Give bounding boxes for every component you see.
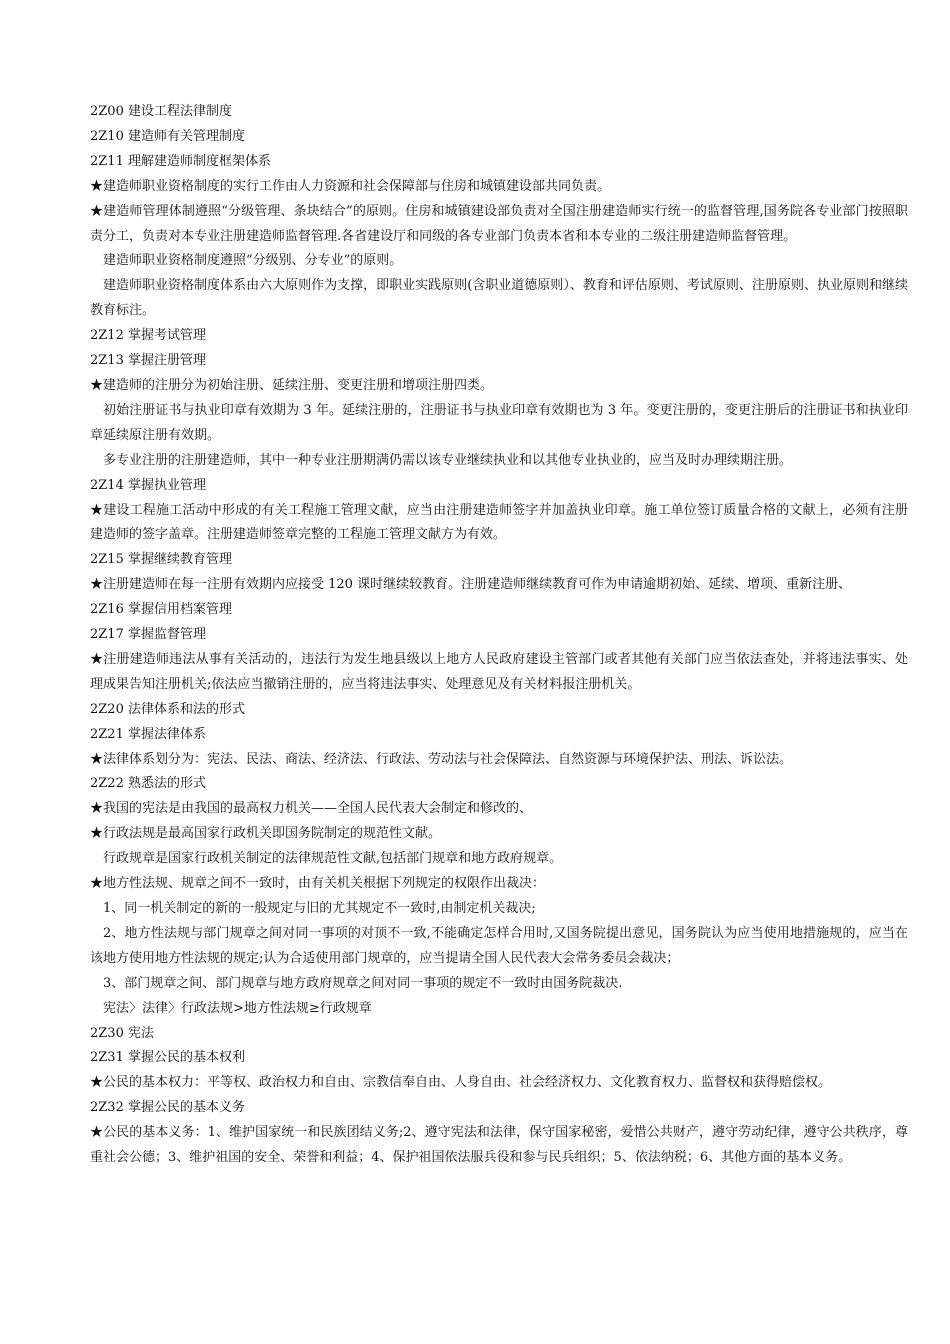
paragraph: ★地方性法规、规章之间不一致时，由有关机关根据下列规定的权限作出裁决： <box>90 876 546 892</box>
list-item: 1、同一机关制定的新的一般规定与旧的尤其规定不一致时,由制定机关裁决; <box>103 901 536 916</box>
paragraph: ★公民的基本权力：平等权、政治权力和自由、宗教信奉自由、人身自由、社会经济权力、文化教育权力、监督权和获得赔偿权。 <box>90 1075 832 1091</box>
paragraph: 宪法〉法律〉行政法规>地方性法规≥行政规章 <box>103 1000 372 1016</box>
heading-2z31: 2Z31 掌握公民的基本权利 <box>90 1050 245 1066</box>
paragraph: ★公民的基本义务：1、维护国家统一和民族团结义务;2、遵守宪法和法律，保守国家秘密，爱惜公共财产，遵守劳动纪律，遵守公共秩序，尊重社会公德；3、维护祖国的安全、荣誉和利益；4、保护祖国依法服兵役和参与民兵组织；5、依法纳税；6、其他方面的基本义务。 <box>90 1125 908 1166</box>
paragraph: ★行政法规是最高国家行政机关即国务院制定的规范性文献。 <box>90 826 442 842</box>
heading-2z30: 2Z30 宪法 <box>90 1025 154 1041</box>
paragraph: ★注册建造师在每一注册有效期内应接受 120 课时继续较教育。注册建造师继续教育可作为申请逾期初始、延续、增项、重新注册、 <box>90 577 852 593</box>
paragraph: 行政规章是国家行政机关制定的法律规范性文献,包括部门规章和地方政府规章。 <box>103 851 563 867</box>
heading-2z17: 2Z17 掌握监督管理 <box>90 627 206 643</box>
heading-2z11: 2Z11 理解建造师制度框架体系 <box>90 153 271 169</box>
paragraph: ★建造师的注册分为初始注册、延续注册、变更注册和增项注册四类。 <box>90 377 494 393</box>
list-item: 3、部门规章之间、部门规章与地方政府规章之间对同一事项的规定不一致时由国务院裁决. <box>103 975 623 991</box>
paragraph: ★法律体系划分为：宪法、民法、商法、经济法、行政法、劳动法与社会保障法、自然资源与环境保护法、刑法、诉讼法。 <box>90 751 793 767</box>
heading-2z16: 2Z16 掌握信用档案管理 <box>90 602 232 618</box>
paragraph: 建造师职业资格制度体系由六大原则作为支撑，即职业实践原则(含职业道德原则）、教育和评估原则、考试原则、注册原则、执业原则和继续教育标注。 <box>90 278 908 319</box>
document-body <box>90 100 908 1171</box>
list-item: 2、地方性法规与部门规章之间对同一事项的对顶不一致,不能确定怎样合用时,又国务院提出意见，国务院认为应当使用地措施规的，应当在该地方使用地方性法规的规定;认为合适使用部门规章的，应当提请全国人民代表大会常务委员会裁决； <box>90 925 908 966</box>
heading-2z21: 2Z21 掌握法律体系 <box>90 726 206 742</box>
paragraph: ★注册建造师违法从事有关活动的，违法行为发生地县级以上地方人民政府建设主管部门或者其他有关部门应当依法查处，并将违法事实、处理成果告知注册机关;依法应当撤销注册的，应当将违法事实、处理意见及有关材料报注册机关。 <box>90 651 908 692</box>
paragraph: ★我国的宪法是由我国的最高权力机关——全国人民代表大会制定和修改的、 <box>90 801 533 817</box>
heading-2z00: 2Z00 建设工程法律制度 <box>90 104 232 119</box>
paragraph: ★建设工程施工活动中形成的有关工程施工管理文献，应当由注册建造师签字并加盖执业印章。施工单位签订质量合格的文献上，必须有注册建造师的签字盖章。注册建造师签章完整的工程施工管理文献方为有效。 <box>90 502 908 543</box>
heading-2z22: 2Z22 熟悉法的形式 <box>90 776 206 792</box>
heading-2z13: 2Z13 掌握注册管理 <box>90 353 206 369</box>
paragraph: ★建造师管理体制遵照“分级管理、条块结合”的原则。住房和城镇建设部负责对全国注册建造师实行统一的监督管理,国务院各专业部门按照职责分工，负责对本专业注册建造师监督管理.各省建设厅和同级的各专业部门负责本省和本专业的二级注册建造师监督管理。 <box>90 203 908 244</box>
heading-2z10: 2Z10 建造师有关管理制度 <box>90 128 245 144</box>
heading-2z15: 2Z15 掌握继续教育管理 <box>90 552 232 568</box>
heading-2z20: 2Z20 法律体系和法的形式 <box>90 701 245 717</box>
heading-2z14: 2Z14 掌握执业管理 <box>90 477 206 493</box>
paragraph: ★建造师职业资格制度的实行工作由人力资源和社会保障部与住房和城镇建设部共同负责。 <box>90 178 611 194</box>
heading-2z32: 2Z32 掌握公民的基本义务 <box>90 1100 245 1116</box>
paragraph: 建造师职业资格制度遵照“分级别、分专业”的原则。 <box>103 253 403 269</box>
paragraph: 初始注册证书与执业印章有效期为 3 年。延续注册的，注册证书与执业印章有效期也为 3 年。变更注册的，变更注册后的注册证书和执业印章延续原注册有效期。 <box>90 402 908 443</box>
paragraph: 多专业注册的注册建造师，其中一种专业注册期满仍需以该专业继续执业和以其他专业执业的，应当及时办理续期注册。 <box>103 452 793 468</box>
heading-2z12: 2Z12 掌握考试管理 <box>90 328 206 344</box>
